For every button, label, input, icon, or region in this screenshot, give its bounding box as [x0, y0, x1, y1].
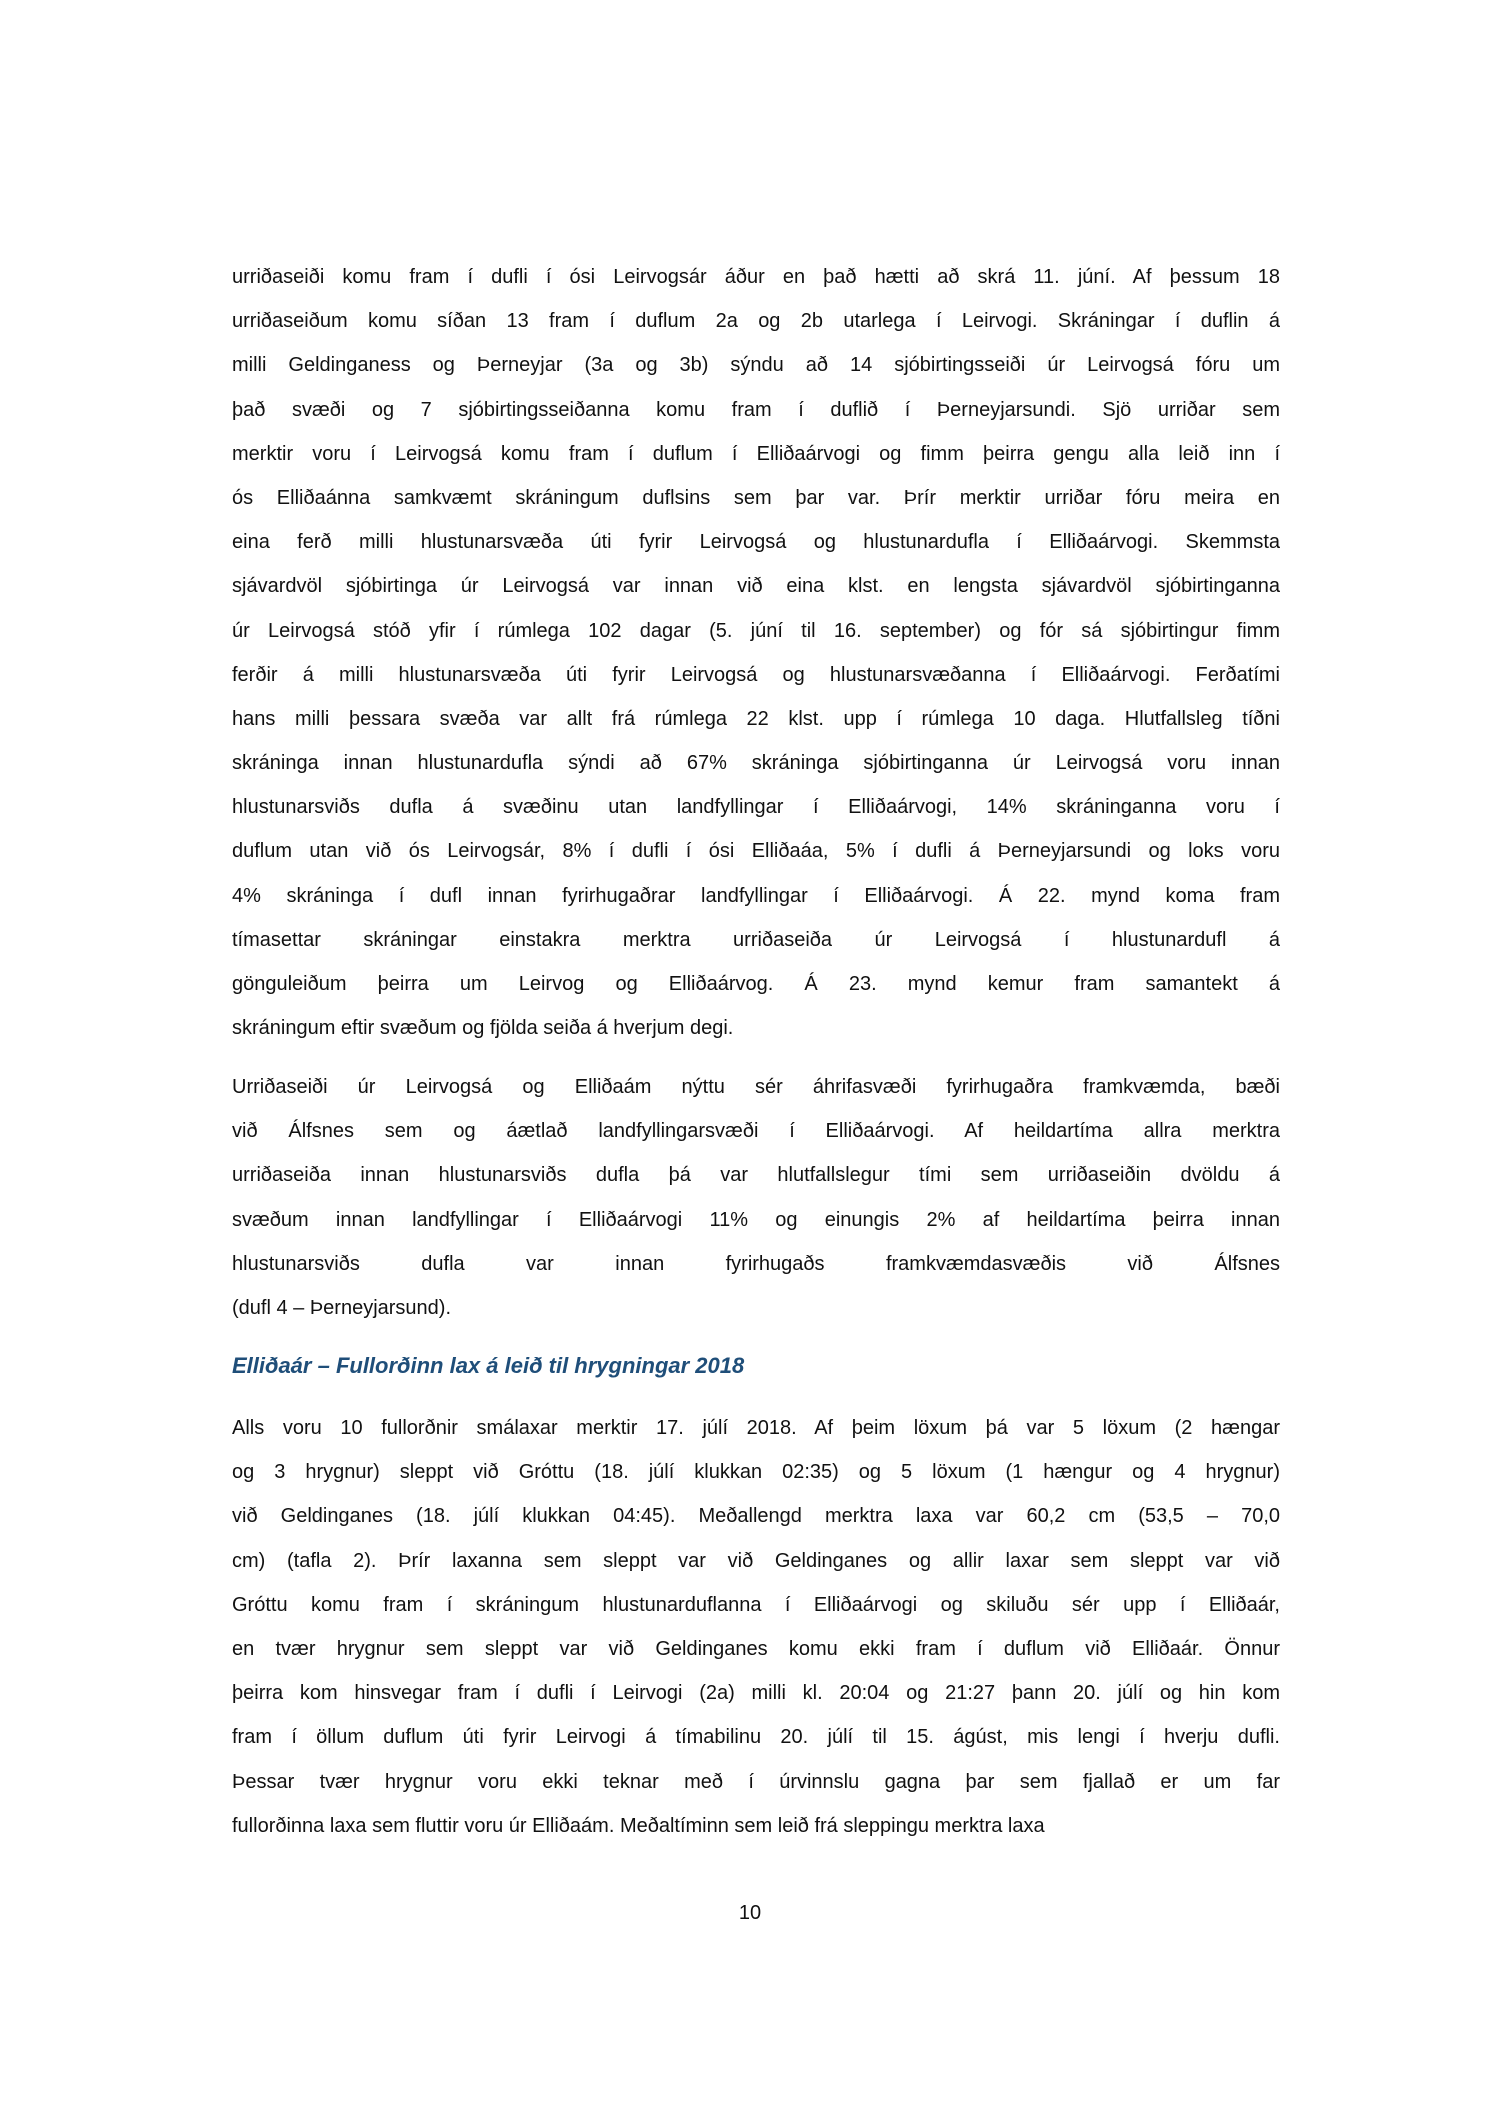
page-number: 10 — [738, 1902, 762, 1924]
text-line: eina ferð milli hlustunarsvæða úti fyrir Leirvogsá og hlustunardufla í Elliðaárvogi. Skemmsta — [232, 531, 1280, 554]
text-line: duflum utan við ós Leirvogsár, 8% í dufli í ósi Elliðaáa, 5% í dufli á Þerneyjarsundi og loks voru — [232, 840, 1280, 863]
text-line: tímasettar skráningar einstakra merktra urriðaseiða úr Leirvogsá í hlustunardufl á — [232, 928, 1280, 951]
text-line: hlustunarsviðs dufla var innan fyrirhugaðs framkvæmdasvæðis við Álfsnes — [232, 1252, 1280, 1275]
text-line: ferðir á milli hlustunarsvæða úti fyrir Leirvogsá og hlustunarsvæðanna í Elliðaárvogi. Ferðatími — [232, 663, 1280, 686]
text-line: urriðaseiðum komu síðan 13 fram í duflum 2a og 2b utarlega í Leirvogi. Skráningar í duflin á — [232, 310, 1280, 333]
text-line: úr Leirvogsá stóð yfir í rúmlega 102 dagar (5. júní til 16. september) og fór sá sjóbirtingur fimm — [232, 619, 1280, 642]
text-line: cm) (tafla 2). Þrír laxanna sem sleppt var við Geldinganes og allir laxar sem sleppt var við — [232, 1549, 1280, 1572]
text-line: sjávardvöl sjóbirtinga úr Leirvogsá var innan við eina klst. en lengsta sjávardvöl sjóbirtinganna — [232, 575, 1280, 598]
text-line: 4% skráninga í dufl innan fyrirhugaðrar landfyllingar í Elliðaárvogi. Á 22. mynd koma fram — [232, 884, 1280, 907]
text-line: Alls voru 10 fullorðnir smálaxar merktir 17. júlí 2018. Af þeim löxum þá var 5 löxum (2 hængar — [232, 1417, 1280, 1439]
text-line: skráninga innan hlustunardufla sýndi að 67% skráninga sjóbirtinganna úr Leirvogsá voru innan — [232, 752, 1280, 775]
text-line: Þessar tvær hrygnur voru ekki teknar með í úrvinnslu gagna þar sem fjallað er um far — [232, 1770, 1280, 1793]
text-line: (dufl 4 – Þerneyjarsund). — [232, 1296, 452, 1319]
text-line: þeirra kom hinsvegar fram í dufli í Leirvogi (2a) milli kl. 20:04 og 21:27 þann 20. júlí og hin kom — [232, 1682, 1280, 1705]
text-line: ós Elliðaánna samkvæmt skráningum duflsins sem þar var. Þrír merktir urriðar fóru meira en — [232, 486, 1280, 509]
text-line: Gróttu komu fram í skráningum hlustunarduflanna í Elliðaárvogi og skiluðu sér upp í Elliðaár, — [232, 1593, 1280, 1616]
text-line: fullorðinna laxa sem fluttir voru úr Elliðaám. Meðaltíminn sem leið frá sleppingu merktra laxa — [232, 1814, 1045, 1837]
text-line: urriðaseiða innan hlustunarsviðs dufla þá var hlutfallslegur tími sem urriðaseiðin dvöldu á — [232, 1164, 1280, 1187]
text-line: og 3 hrygnur) sleppt við Gróttu (18. júlí klukkan 02:35) og 5 löxum (1 hængur og 4 hrygnur) — [232, 1461, 1280, 1484]
section-heading: Elliðaár – Fullorðinn lax á leið til hrygningar 2018 — [232, 1353, 745, 1378]
text-line: gönguleiðum þeirra um Leirvog og Elliðaárvog. Á 23. mynd kemur fram samantekt á — [232, 973, 1280, 995]
text-line: við Geldinganes (18. júlí klukkan 04:45). Meðallengd merktra laxa var 60,2 cm (53,5 – 70,0 — [232, 1505, 1280, 1528]
paragraph-3 — [232, 1406, 1280, 1848]
text-line: hlustunarsviðs dufla á svæðinu utan landfyllingar í Elliðaárvogi, 14% skráninganna voru í — [232, 796, 1280, 819]
text-line: urriðaseiði komu fram í dufli í ósi Leirvogsár áður en það hætti að skrá 11. júní. Af þessum 18 — [232, 266, 1280, 288]
text-line: merktir voru í Leirvogsá komu fram í duflum í Elliðaárvogi og fimm þeirra gengu alla leið inn í — [232, 442, 1280, 465]
paragraph-1 — [232, 255, 1280, 1050]
text-line: svæðum innan landfyllingar í Elliðaárvogi 11% og einungis 2% af heildartíma þeirra innan — [232, 1208, 1280, 1231]
text-line: en tvær hrygnur sem sleppt var við Geldinganes komu ekki fram í duflum við Elliðaár. Önnur — [232, 1637, 1280, 1660]
text-line: Urriðaseiði úr Leirvogsá og Elliðaám nýttu sér áhrifasvæði fyrirhugaðra framkvæmda, bæði — [232, 1076, 1280, 1098]
text-line: fram í öllum duflum úti fyrir Leirvogi á tímabilinu 20. júlí til 15. ágúst, mis lengi í hverju dufli. — [232, 1726, 1280, 1749]
text-line: milli Geldinganess og Þerneyjar (3a og 3b) sýndu að 14 sjóbirtingsseiði úr Leirvogsá fóru um — [232, 354, 1280, 377]
text-line: hans milli þessara svæða var allt frá rúmlega 22 klst. upp í rúmlega 10 daga. Hlutfallsleg tíðni — [232, 707, 1280, 730]
paragraph-2 — [232, 1065, 1280, 1330]
text-line: skráningum eftir svæðum og fjölda seiða á hverjum degi. — [232, 1017, 734, 1040]
text-line: við Álfsnes sem og áætlað landfyllingarsvæði í Elliðaárvogi. Af heildartíma allra merktra — [232, 1120, 1280, 1143]
text-line: það svæði og 7 sjóbirtingsseiðanna komu fram í duflið í Þerneyjarsundi. Sjö urriðar sem — [232, 398, 1280, 421]
